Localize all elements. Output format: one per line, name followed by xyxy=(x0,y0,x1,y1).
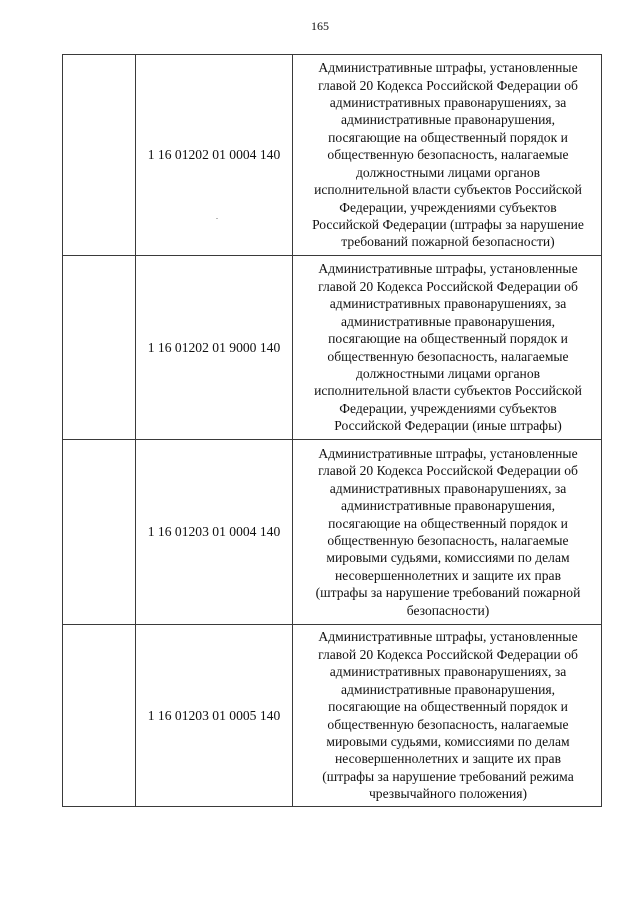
description-line: несовершеннолетних и защите их прав xyxy=(334,751,561,767)
description-line: посягающие на общественный порядок и xyxy=(328,699,568,715)
description-line: чрезвычайного положения) xyxy=(368,786,528,802)
row-number-cell xyxy=(63,440,136,625)
description-line: безопасности) xyxy=(406,602,490,618)
description-line: административные правонарушения, xyxy=(340,498,556,514)
description-line: Федерации, учреждениями субъектов xyxy=(339,400,557,416)
budget-codes-table xyxy=(62,54,602,807)
description-line: (штрафы за нарушение требований режима xyxy=(322,768,574,784)
description-line: посягающие на общественный порядок и xyxy=(328,515,568,531)
description-line: мировыми судьями, комиссиями по делам xyxy=(326,733,570,749)
classification-code-cell: 1 16 01202 01 0004 140 xyxy=(136,55,293,256)
classification-code-cell: 1 16 01203 01 0005 140 xyxy=(136,625,293,807)
description-cell xyxy=(293,440,602,625)
description-line: административные правонарушения, xyxy=(340,313,556,329)
description-cell xyxy=(293,256,602,440)
description-line: Административные штрафы, установленные xyxy=(318,261,578,277)
description-line: главой 20 Кодекса Российской Федерации об xyxy=(318,463,578,479)
row-number-cell xyxy=(63,55,136,256)
table-row xyxy=(63,256,602,440)
description-line: Административные штрафы, установленные xyxy=(318,445,578,461)
description-line: Административные штрафы, установленные xyxy=(318,629,578,645)
row-number-cell xyxy=(63,625,136,807)
description-line: исполнительной власти субъектов Российской xyxy=(314,182,582,198)
description-line: (штрафы за нарушение требований пожарной xyxy=(315,585,581,601)
description-line: административных правонарушениях, за xyxy=(329,664,567,680)
description-line: несовершеннолетних и защите их прав xyxy=(334,567,561,583)
description-line: административные правонарушения, xyxy=(340,112,556,128)
description-line: общественную безопасность, налагаемые xyxy=(327,348,569,364)
description-line: посягающие на общественный порядок и xyxy=(328,129,568,145)
scan-speck xyxy=(216,218,218,219)
description-line: административных правонарушениях, за xyxy=(329,296,567,312)
description-line: исполнительной власти субъектов Российской xyxy=(314,383,582,399)
description-line: Федерации, учреждениями субъектов xyxy=(339,199,557,215)
description-line: административных правонарушениях, за xyxy=(329,95,567,111)
description-line: мировыми судьями, комиссиями по делам xyxy=(326,550,570,566)
table-row xyxy=(63,440,602,625)
classification-code-cell: 1 16 01202 01 9000 140 xyxy=(136,256,293,440)
description-line: общественную безопасность, налагаемые xyxy=(327,716,569,732)
table-row xyxy=(63,625,602,807)
description-cell xyxy=(293,625,602,807)
table-row xyxy=(63,55,602,256)
description-line: административных правонарушениях, за xyxy=(329,480,567,496)
description-line: Российской Федерации (иные штрафы) xyxy=(334,418,562,434)
description-line: главой 20 Кодекса Российской Федерации об xyxy=(318,278,578,294)
description-line: требований пожарной безопасности) xyxy=(341,234,555,250)
page-number: 165 xyxy=(311,19,329,33)
description-line: посягающие на общественный порядок и xyxy=(328,331,568,347)
description-line: общественную безопасность, налагаемые xyxy=(327,147,569,163)
classification-code-cell: 1 16 01203 01 0004 140 xyxy=(136,440,293,625)
description-line: общественную безопасность, налагаемые xyxy=(327,533,569,548)
description-line: административные правонарушения, xyxy=(340,681,556,697)
description-cell xyxy=(293,55,602,256)
description-line: главой 20 Кодекса Российской Федерации об xyxy=(318,646,578,662)
description-line: должностными лицами органов xyxy=(355,164,541,180)
description-line: главой 20 Кодекса Российской Федерации об xyxy=(318,77,578,93)
description-line: Административные штрафы, установленные xyxy=(318,60,578,76)
description-line: должностными лицами органов xyxy=(355,365,541,381)
description-line: Российской Федерации (штрафы за нарушение xyxy=(312,216,584,232)
row-number-cell xyxy=(63,256,136,440)
